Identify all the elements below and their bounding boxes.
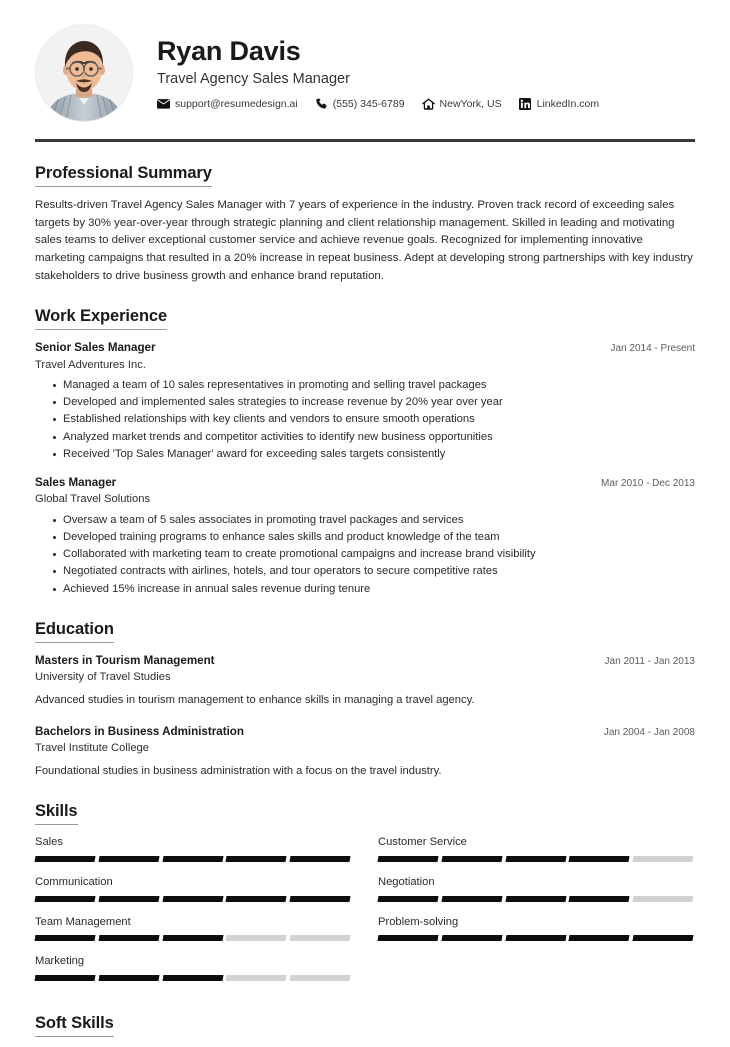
job-title: Travel Agency Sales Manager [157, 70, 350, 87]
skill-segment-filled [505, 935, 566, 941]
contact-phone-text: (555) 345-6789 [332, 97, 405, 110]
skill-segment-empty [290, 975, 351, 981]
work-entry-header [35, 340, 695, 356]
work-job-title: Sales Manager [35, 476, 117, 490]
section-heading-education: Education [35, 620, 114, 643]
education-description: Advanced studies in tourism management to enhance skills in managing a travel agency. [35, 694, 475, 707]
header-divider [35, 139, 695, 142]
skill-segment-filled [441, 896, 502, 902]
skill-segment-filled [34, 935, 95, 941]
contact-email[interactable] [157, 97, 298, 110]
skill-level-bar [35, 896, 350, 902]
contact-location-text: NewYork, US [439, 97, 502, 110]
skill-label: Sales [35, 836, 63, 849]
section-heading-skills: Skills [35, 802, 78, 825]
list-item: Achieved 15% increase in annual sales revenue during tenure [53, 581, 695, 598]
list-item: Received 'Top Sales Manager' award for exceeding sales targets consistently [53, 446, 695, 463]
education-degree: Bachelors in Business Administration [35, 724, 244, 738]
skill-segment-filled [441, 856, 502, 862]
phone-icon [315, 97, 328, 110]
skill-segment-filled [569, 856, 630, 862]
skill-segment-filled [98, 935, 159, 941]
skill-item [378, 835, 693, 862]
contact-linkedin[interactable] [519, 97, 599, 110]
skill-segment-filled [162, 935, 223, 941]
section-skills [35, 802, 695, 994]
skill-segment-filled [226, 896, 287, 902]
skill-segment-filled [34, 856, 95, 862]
work-bullet-list [35, 377, 695, 463]
skill-segment-filled [569, 935, 630, 941]
work-job-date: Jan 2014 - Present [610, 343, 695, 355]
skill-segment-empty [633, 856, 694, 862]
work-company: Travel Adventures Inc. [35, 358, 146, 371]
skill-segment-filled [226, 856, 287, 862]
skill-item [378, 875, 693, 902]
skill-segment-filled [98, 896, 159, 902]
skill-segment-filled [162, 896, 223, 902]
section-soft-skills [35, 1014, 695, 1047]
skill-segment-filled [162, 975, 223, 981]
skill-segment-filled [633, 935, 694, 941]
page-title: Ryan Davis [157, 35, 301, 66]
skill-segment-filled [162, 856, 223, 862]
skill-segment-filled [34, 896, 95, 902]
skill-segment-empty [226, 935, 287, 941]
work-company: Global Travel Solutions [35, 493, 151, 506]
skill-segment-filled [98, 975, 159, 981]
list-item: Collaborated with marketing team to create promotional campaigns and increase brand visibility [53, 546, 695, 563]
list-item: Managed a team of 10 sales representatives in promoting and selling travel packages [53, 377, 695, 394]
contact-linkedin-text: LinkedIn.com [536, 97, 600, 110]
contact-list [157, 97, 695, 110]
skill-segment-filled [377, 896, 438, 902]
work-bullet-list [35, 512, 695, 598]
summary-text: Results-driven Travel Agency Sales Manager with 7 years of experience in the industry. Proven track record of exceeding sales targets by 30% year-over-year through strategic planning and client relationship management. Skilled in leading and motivating sales teams to deliver exceptional customer service and achieve revenue goals. Recognized for implementing innovative marketing campaigns that resulted in a 20% increase in repeat business. Adept at developing strong partnerships with key industry stakeholders to drive business growth and enhance brand reputation. [35, 199, 693, 282]
work-job-title: Senior Sales Manager [35, 341, 156, 355]
skill-level-bar [378, 856, 693, 862]
list-item: Analyzed market trends and competitor activities to identify new business opportunities [53, 429, 695, 446]
skill-level-bar [35, 856, 350, 862]
section-work-experience [35, 307, 695, 597]
skill-item [35, 835, 350, 862]
skill-segment-empty [290, 935, 351, 941]
section-heading-soft-skills: Soft Skills [35, 1014, 114, 1037]
envelope-icon [157, 97, 170, 110]
skill-segment-filled [98, 856, 159, 862]
skill-item [35, 915, 350, 942]
skill-segment-filled [569, 896, 630, 902]
resume-header [35, 0, 695, 128]
skill-level-bar [35, 975, 350, 981]
skill-label: Negotiation [378, 876, 435, 889]
skill-segment-filled [34, 975, 95, 981]
skill-item [35, 954, 350, 981]
education-entry [35, 653, 695, 710]
list-item: Oversaw a team of 5 sales associates in promoting travel packages and services [53, 512, 695, 529]
work-entry [35, 475, 695, 598]
skill-label: Communication [35, 876, 113, 889]
education-degree: Masters in Tourism Management [35, 653, 215, 667]
skill-level-bar [378, 896, 693, 902]
list-item: Developed and implemented sales strategies to increase revenue by 20% year over year [53, 394, 695, 411]
education-entry-header [35, 653, 695, 669]
skill-item [378, 915, 693, 942]
contact-location[interactable] [422, 97, 502, 110]
linkedin-icon [519, 97, 532, 110]
skill-segment-filled [377, 935, 438, 941]
skill-segment-filled [505, 896, 566, 902]
contact-phone[interactable] [315, 97, 405, 110]
work-entry [35, 340, 695, 463]
education-date: Jan 2004 - Jan 2008 [603, 726, 695, 738]
skill-segment-filled [290, 896, 351, 902]
section-professional-summary [35, 164, 695, 285]
work-job-date: Mar 2010 - Dec 2013 [601, 478, 695, 490]
header-text-block [133, 36, 695, 110]
education-school: University of Travel Studies [35, 670, 171, 683]
skill-item [35, 875, 350, 902]
section-education [35, 620, 695, 781]
skill-label: Team Management [35, 915, 131, 928]
skill-segment-empty [633, 896, 694, 902]
skill-segment-filled [441, 935, 502, 941]
skill-level-bar [378, 935, 693, 941]
skill-label: Customer Service [378, 836, 467, 849]
section-heading-summary: Professional Summary [35, 164, 212, 187]
education-description: Foundational studies in business administration with a focus on the travel industry. [35, 765, 442, 778]
skill-segment-empty [226, 975, 287, 981]
skill-segment-filled [377, 856, 438, 862]
section-heading-work: Work Experience [35, 307, 167, 330]
home-icon [422, 97, 435, 110]
skill-segment-filled [505, 856, 566, 862]
list-item: Negotiated contracts with airlines, hotels, and tour operators to secure competitive rates [53, 563, 695, 580]
skill-segment-filled [290, 856, 351, 862]
list-item: Developed training programs to enhance sales skills and product knowledge of the team [53, 529, 695, 546]
contact-email-text: support@resumedesign.ai [175, 97, 298, 110]
skill-level-bar [35, 935, 350, 941]
skills-grid [35, 835, 695, 994]
education-date: Jan 2011 - Jan 2013 [604, 655, 695, 667]
avatar [35, 24, 133, 122]
skill-label: Marketing [35, 955, 85, 968]
education-entry [35, 724, 695, 781]
list-item: Established relationships with key clients and vendors to ensure smooth operations [53, 411, 695, 428]
work-entry-header [35, 475, 695, 491]
skill-label: Problem-solving [378, 915, 459, 928]
education-entry-header [35, 724, 695, 740]
education-school: Travel Institute College [35, 741, 149, 754]
